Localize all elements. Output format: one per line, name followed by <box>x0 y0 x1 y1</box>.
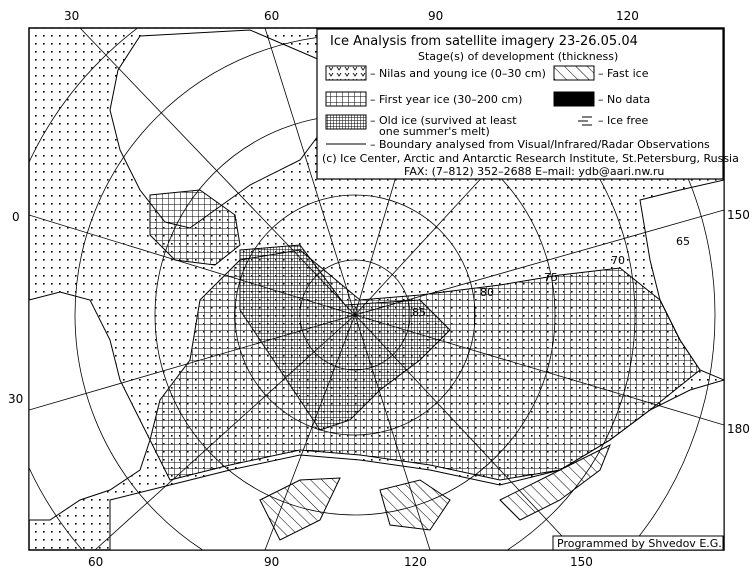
lat-label-65: 65 <box>676 235 690 248</box>
legend-swatch-fast <box>554 66 594 80</box>
lon-bottom-120: 120 <box>404 555 427 569</box>
legend <box>317 29 739 179</box>
legend-swatch-old <box>326 115 366 129</box>
legend-title: Ice Analysis from satellite imagery 23-26.05.04 <box>330 34 638 49</box>
legend-swatch-first-year <box>326 92 366 106</box>
legend-ice-free: – Ice free <box>598 114 649 127</box>
legend-subtitle: Stage(s) of development (thickness) <box>418 50 619 63</box>
legend-no-data: – No data <box>598 93 651 106</box>
lon-left-30: 30 <box>8 392 24 406</box>
lon-top-120: 120 <box>616 9 639 23</box>
lon-bottom-150: 150 <box>570 555 593 569</box>
lat-label-75: 75 <box>544 271 558 284</box>
lon-top-90: 90 <box>428 9 444 23</box>
lat-label-70: 70 <box>611 254 625 267</box>
author-label: Programmed by Shvedov E.G. <box>557 537 722 550</box>
legend-old-2: one summer's melt) <box>379 125 490 138</box>
lat-label-80: 80 <box>480 286 494 299</box>
lon-top-30: 30 <box>64 9 80 23</box>
lon-right-150: 150 <box>727 208 750 222</box>
legend-nilas: – Nilas and young ice (0–30 cm) <box>370 67 546 80</box>
legend-fast: – Fast ice <box>598 67 649 80</box>
legend-old-1: – Old ice (survived at least <box>370 114 517 127</box>
lon-bottom-90: 90 <box>264 555 280 569</box>
legend-first-year: – First year ice (30–200 cm) <box>370 93 523 106</box>
lon-bottom-60: 60 <box>88 555 104 569</box>
legend-boundary: – Boundary analysed from Visual/Infrared/Radar Observations <box>370 138 710 151</box>
lon-top-60: 60 <box>264 9 280 23</box>
legend-swatch-no-data <box>554 92 594 106</box>
lon-right-180: 180 <box>727 422 750 436</box>
lat-label-85: 85 <box>412 306 426 319</box>
lon-left-0: 0 <box>12 210 20 224</box>
legend-contact: FAX: (7–812) 352–2688 E–mail: ydb@aari.nw.ru <box>404 165 665 178</box>
legend-swatch-nilas <box>326 66 366 80</box>
legend-credit: (c) Ice Center, Arctic and Antarctic Research Institute, St.Petersburg, Russia <box>322 152 739 165</box>
author-box <box>553 536 723 550</box>
